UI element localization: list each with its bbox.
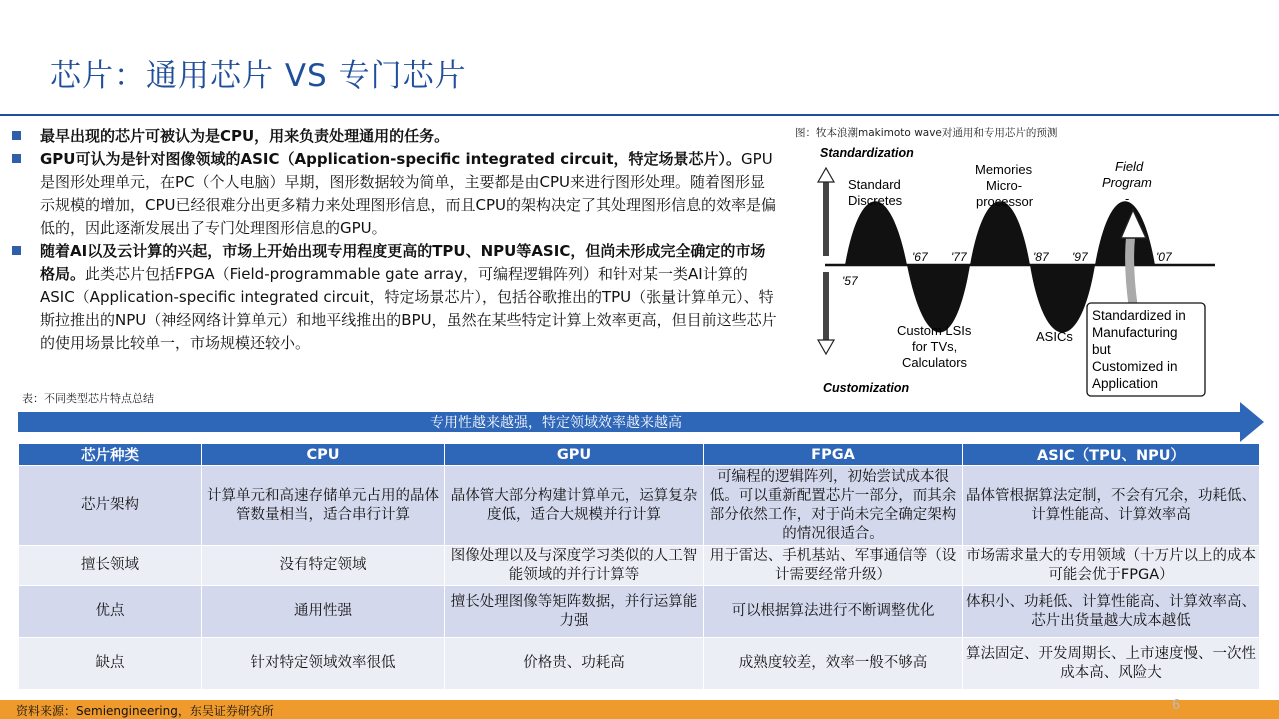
table-row	[19, 546, 1260, 586]
year-label: '57	[842, 274, 858, 288]
table-cell: 用于雷达、手机基站、军事通信等（设计需要经常升级）	[704, 546, 963, 586]
table-cell: 计算单元和高速存储单元占用的晶体管数量相当，适合串行计算	[202, 466, 445, 546]
box-line: but	[1092, 342, 1111, 357]
table-cell: 针对特定领域效率很低	[202, 638, 445, 690]
customization-label: Customization	[823, 381, 910, 395]
year-label: '77	[951, 250, 967, 264]
standard-discretes-label: Standard	[848, 177, 901, 192]
box-line: Manufacturing	[1092, 325, 1178, 340]
bullet-item	[10, 125, 778, 148]
square-bullet-icon	[12, 154, 21, 163]
wave-crest-2	[970, 201, 1030, 265]
standard-discretes-label: Discretes	[848, 193, 903, 208]
bullet-bold: GPU可认为是针对图像领域的ASIC（Application-specific integrated circuit，特定场景芯片）。	[40, 150, 742, 168]
table-row	[19, 586, 1260, 638]
header-cell: ASIC（TPU、NPU）	[963, 444, 1260, 466]
row-label-cell: 擅长领域	[19, 546, 202, 586]
page-title: 芯片：通用芯片 VS 专门芯片	[50, 58, 467, 94]
comparison-table	[18, 443, 1260, 690]
bullet-text: 此类芯片包括FPGA（Field-programmable gate array，可编程逻辑阵列）和针对某一类AI计算的ASIC（Application-specific integrated circuit，特定场景芯片），包括谷歌推出的TPU（张量计算单元）、特斯拉推出的NPU（神经网络计算单元）和地平线推出的BPU，虽然在某些特定计算上效率更高，但目前这些芯片的使用场景比较单一，市场规模还较小。	[40, 265, 777, 352]
year-label: '87	[1033, 250, 1049, 264]
bullet-list	[10, 125, 778, 355]
custom-lsis-label: Custom LSIs	[897, 323, 972, 338]
table-cell: 市场需求量大的专用领域（十万片以上的成本可能会优于FPGA）	[963, 546, 1260, 586]
table-cell: 图像处理以及与深度学习类似的人工智能领域的并行计算等	[445, 546, 704, 586]
footer-bar	[0, 700, 1279, 719]
row-label-cell: 缺点	[19, 638, 202, 690]
title-divider	[0, 114, 1279, 116]
table-cell: 可以根据算法进行不断调整优化	[704, 586, 963, 638]
wave-crest-1	[845, 201, 907, 265]
table-cell: 可编程的逻辑阵列，初始尝试成本很低。可以重新配置芯片一部分，而其余部分依然工作，对于尚未完全确定架构的情况很适合。	[704, 466, 963, 546]
table-cell: 价格贵、功耗高	[445, 638, 704, 690]
source-note: 资料来源：Semiengineering，东吴证券研究所	[16, 704, 274, 718]
field-program-label: Field	[1115, 159, 1144, 174]
year-label: '67	[912, 250, 928, 264]
table-cell: 成熟度较差，效率一般不够高	[704, 638, 963, 690]
field-program-label: Program	[1102, 175, 1152, 190]
memories-label: Micro-	[986, 178, 1023, 193]
table-cell: 擅长处理图像等矩阵数据，并行运算能力强	[445, 586, 704, 638]
table-cell: 晶体管大部分构建计算单元，运算复杂度低，适合大规模并行计算	[445, 466, 704, 546]
table-header-row	[19, 444, 1260, 466]
field-program-label: -	[1125, 191, 1130, 206]
table-cell: 没有特定领域	[202, 546, 445, 586]
bullet-bold: 最早出现的芯片可被认为是CPU，用来负责处理通用的任务。	[40, 127, 450, 145]
box-line: Standardized in	[1092, 308, 1186, 323]
square-bullet-icon	[12, 131, 21, 140]
square-bullet-icon	[12, 246, 21, 255]
box-line: Customized in	[1092, 359, 1178, 374]
year-label: '97	[1072, 250, 1088, 264]
table-cell: 通用性强	[202, 586, 445, 638]
bullet-bold: 随着AI以及云计算的兴起，市场上开始出现专用程度更高的TPU、NPU等ASIC，但尚未形成完全确定的市场格局。	[40, 242, 766, 283]
box-line: Application	[1092, 376, 1159, 391]
custom-lsis-label: Calculators	[902, 355, 968, 370]
asics-label: ASICs	[1036, 329, 1073, 344]
table-cell: 体积小、功耗低、计算性能高、计算效率高、芯片出货量越大成本越低	[963, 586, 1260, 638]
page-number: 6	[1172, 698, 1181, 713]
header-cell: CPU	[202, 444, 445, 466]
header-cell: FPGA	[704, 444, 963, 466]
bullet-item	[10, 240, 778, 355]
table-row	[19, 466, 1260, 546]
custom-lsis-label: for TVs,	[912, 339, 958, 354]
standardization-label: Standardization	[820, 146, 914, 160]
row-label-cell: 芯片架构	[19, 466, 202, 546]
header-cell: GPU	[445, 444, 704, 466]
arrow-text: 专用性越来越强，特定领域效率越来越高	[430, 415, 682, 431]
table-caption: 表：不同类型芯片特点总结	[22, 392, 154, 405]
table-row	[19, 638, 1260, 690]
header-cell: 芯片种类	[19, 444, 202, 466]
bullet-text: GPU是图形处理单元，在PC（个人电脑）早期，图形数据较为简单，主要都是由CPU来进行图形处理。随着图形显示规模的增加，CPU已经很难分出更多精力来处理图形信息，而且CPU的架构决定了其处理图形信息的效率是偏低的，因此逐渐发展出了专门处理图形信息的GPU。	[40, 150, 777, 237]
bullet-item	[10, 148, 778, 240]
row-label-cell: 优点	[19, 586, 202, 638]
down-arrow-icon	[818, 340, 834, 354]
table-cell: 算法固定、开发周期长、上市速度慢、一次性成本高、风险大	[963, 638, 1260, 690]
up-arrow-icon	[818, 168, 834, 182]
year-label: '07	[1156, 250, 1172, 264]
memories-label: Memories	[975, 162, 1033, 177]
wave-trough-2	[1030, 265, 1095, 333]
table-cell: 晶体管根据算法定制，不会有冗余，功耗低、计算性能高、计算效率高	[963, 466, 1260, 546]
figure-caption: 图：牧本浪潮makimoto wave对通用和专用芯片的预测	[795, 127, 1058, 139]
memories-label: processor	[976, 194, 1034, 209]
makimoto-wave-figure	[815, 140, 1215, 402]
